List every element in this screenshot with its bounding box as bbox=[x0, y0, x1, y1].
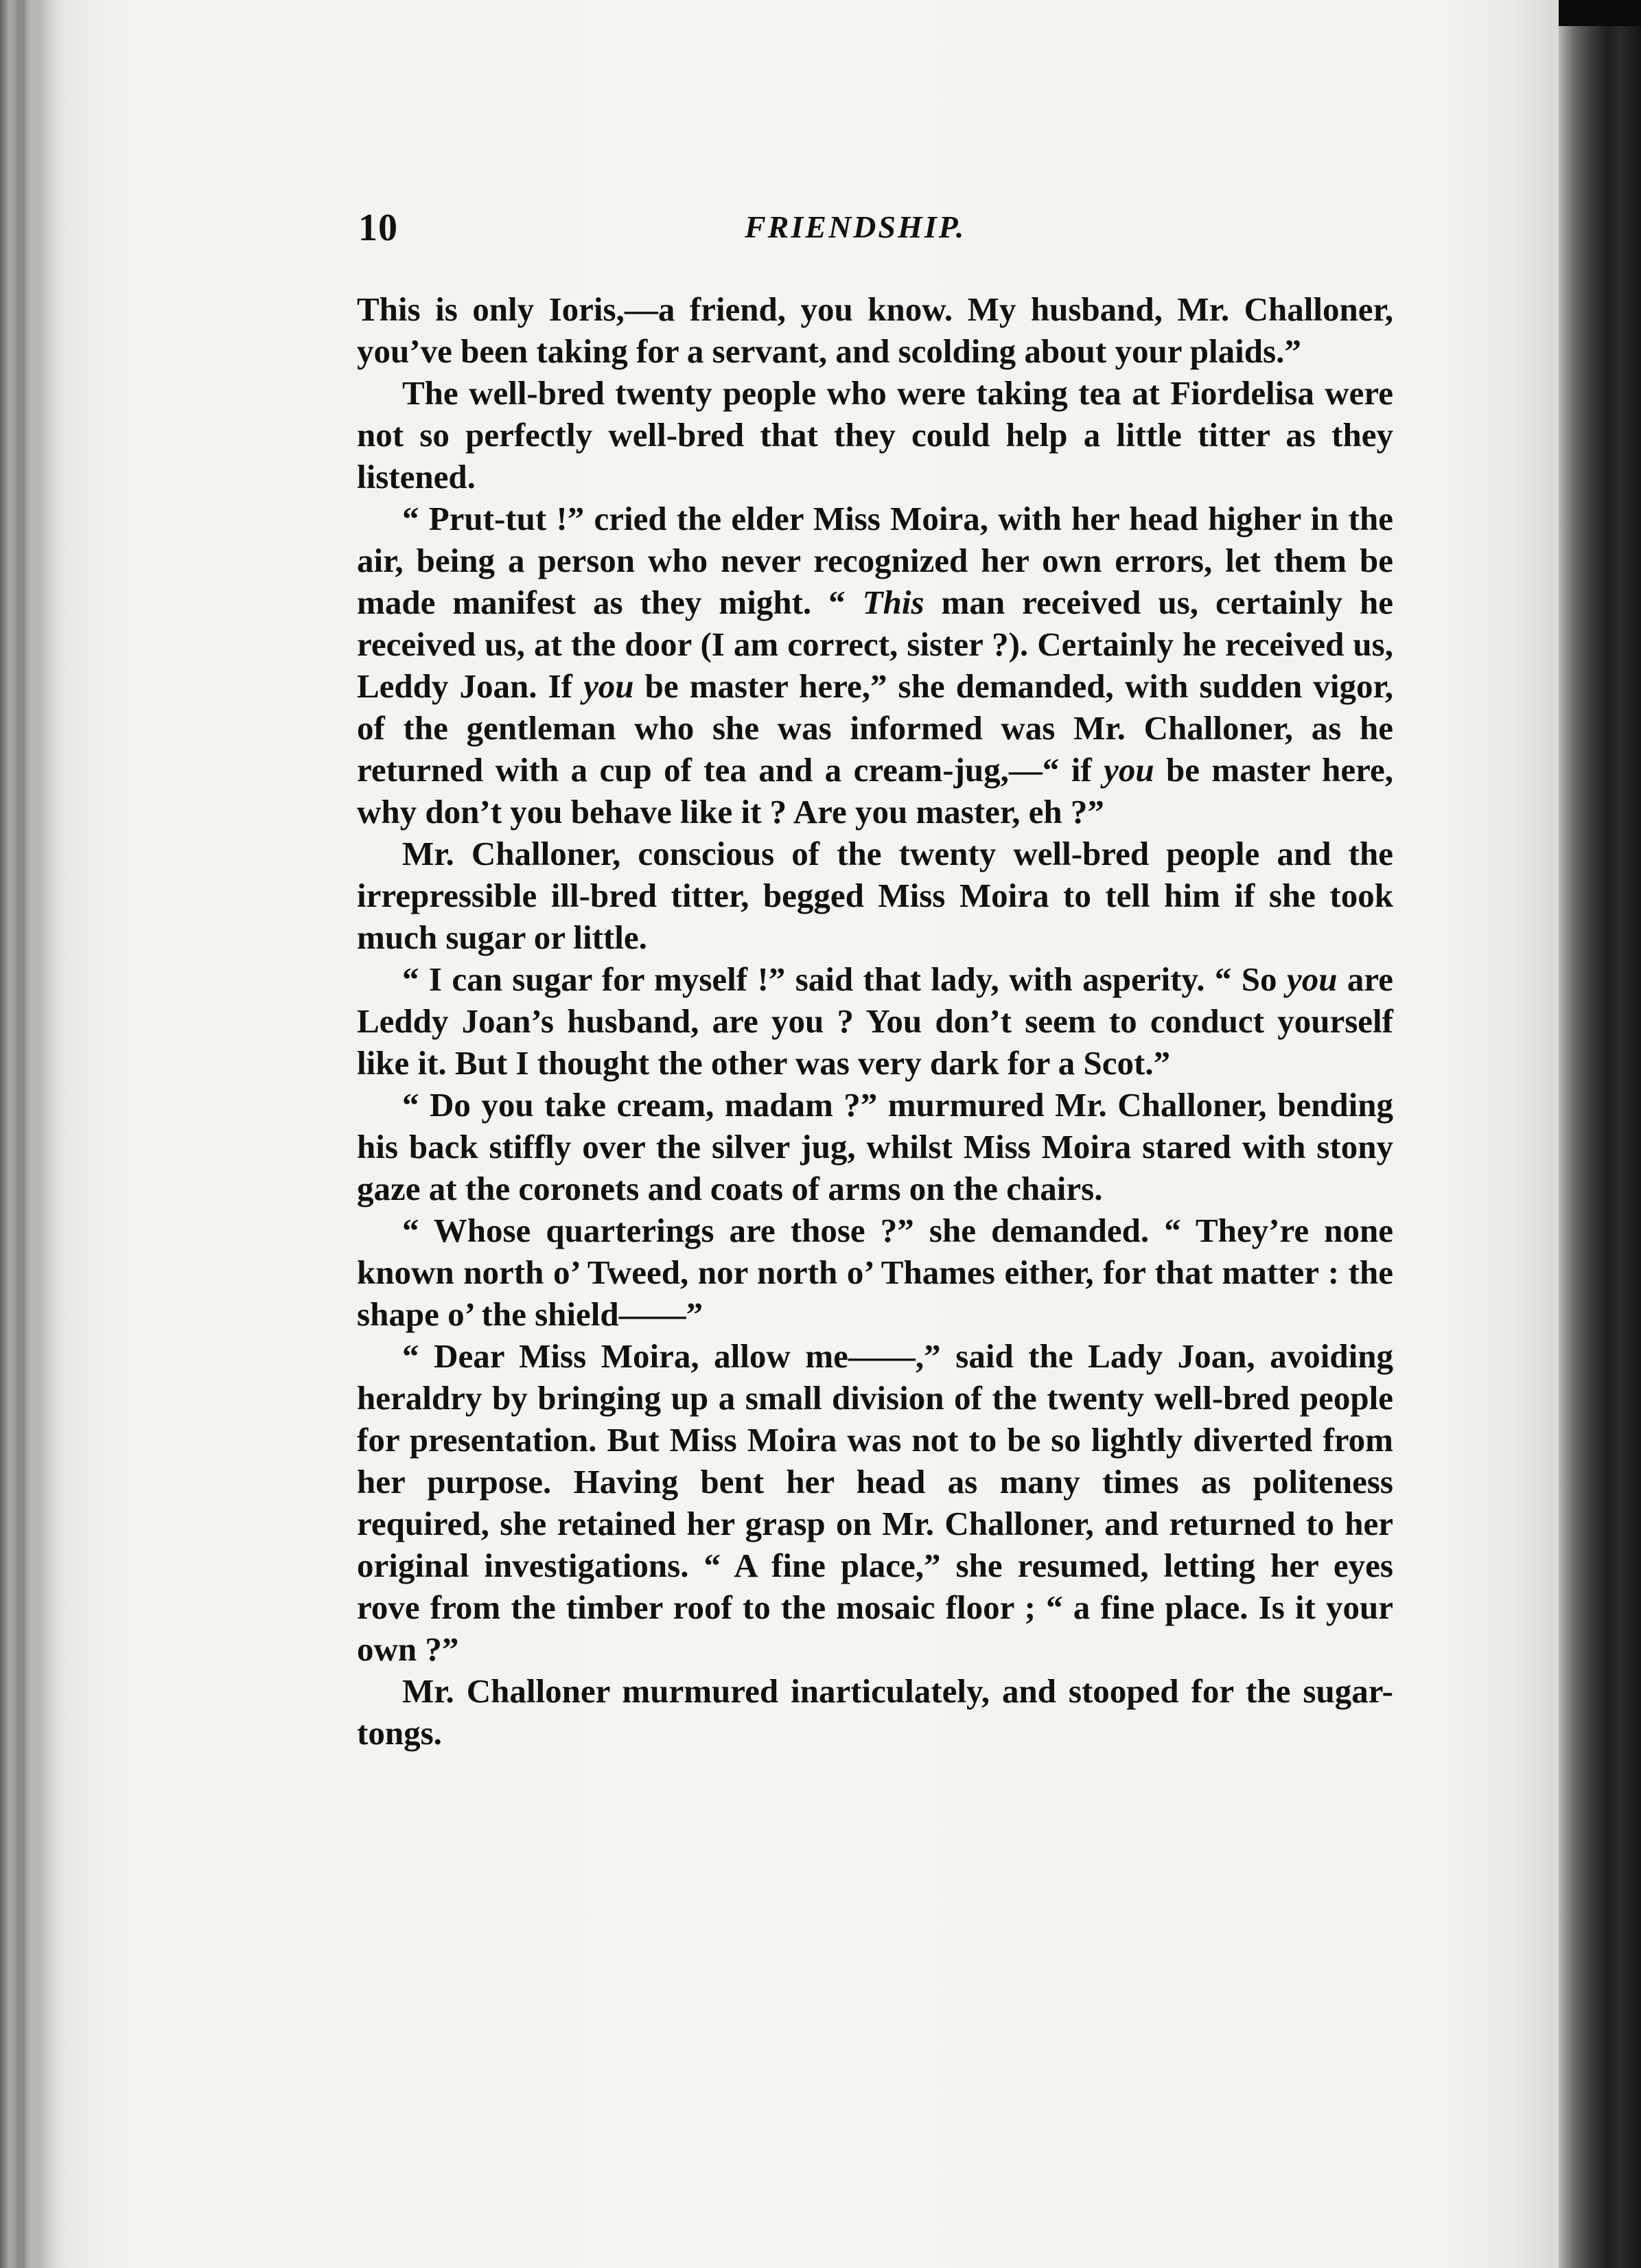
text-segment: be master here, why don’t you behave like it ? Are you master, eh ?” bbox=[357, 751, 1393, 831]
paragraph bbox=[357, 1335, 1393, 1670]
running-head bbox=[357, 206, 1393, 261]
italic-text: you bbox=[583, 667, 634, 705]
text-segment: are Leddy Joan’s husband, are you ? You don’t seem to conduct yourself like it. But I thought the other was very dark for a Scot.” bbox=[357, 960, 1393, 1082]
paragraph bbox=[357, 1210, 1393, 1335]
paragraph bbox=[357, 372, 1393, 498]
paragraph bbox=[357, 1670, 1393, 1754]
body-text bbox=[357, 288, 1393, 1754]
running-title: FRIENDSHIP. bbox=[745, 209, 966, 244]
book-spine-edge bbox=[0, 0, 103, 2268]
italic-text: This bbox=[862, 583, 924, 621]
paragraph bbox=[357, 288, 1393, 372]
text-segment: Mr. Challoner murmured inarticulately, and stooped for the sugar-tongs. bbox=[357, 1672, 1393, 1752]
text-segment: “ Do you take cream, madam ?” murmured Mr. Challoner, bending his back stiffly over the silver jug, whilst Miss Moira stared with stony gaze at the coronets and coats of arms on the chairs. bbox=[357, 1086, 1393, 1207]
scan-corner-strip bbox=[1559, 0, 1641, 26]
paragraph bbox=[357, 833, 1393, 958]
paragraph bbox=[357, 958, 1393, 1084]
paragraph bbox=[357, 1084, 1393, 1210]
italic-text: you bbox=[1286, 960, 1338, 998]
text-segment: “ Prut-tut !” cried the elder Miss Moira, with her head higher in the air, being a person who never recognized her own errors, let them be made manifest as they might. “ bbox=[357, 500, 1393, 621]
page-content bbox=[357, 206, 1393, 1754]
text-segment: “ Whose quarterings are those ?” she demanded. “ They’re none known north o’ Tweed, nor north o’ Thames either, for that matter : the shape o’ the shield——” bbox=[357, 1212, 1393, 1333]
text-segment: Mr. Challoner, conscious of the twenty well-bred people and the irrepressible ill-bred titter, begged Miss Moira to tell him if she took much sugar or little. bbox=[357, 835, 1393, 956]
text-segment: “ Dear Miss Moira, allow me——,” said the Lady Joan, avoiding heraldry by bringing up a small division of the twenty well-bred people for presentation. But Miss Moira was not to be so lightly diverted from her purpose. Having bent her head as many times as politeness required, she retained her grasp on Mr. Challoner, and returned to her original investigations. “ A fine place,” she resumed, letting her eyes rove from the timber roof to the mosaic floor ; “ a fine place. Is it your own ?” bbox=[357, 1337, 1393, 1668]
text-segment: The well-bred twenty people who were taking tea at Fiordelisa were not so perfectly well-bred that they could help a little titter as they listened. bbox=[357, 374, 1393, 496]
text-segment: “ I can sugar for myself !” said that lady, with asperity. “ So bbox=[402, 960, 1287, 998]
scan-gutter-shadow bbox=[1559, 0, 1641, 2268]
page-number: 10 bbox=[358, 207, 398, 249]
italic-text: you bbox=[1104, 751, 1154, 789]
text-segment: man received us, certainly he received us, at the door (I am correct, sister ?). Certainly he received us, Leddy Joan. If bbox=[357, 583, 1394, 705]
paragraph bbox=[357, 498, 1393, 833]
text-segment: be master here,” she demanded, with sudden vigor, of the gentleman who she was informed was Mr. Challoner, as he returned with a cup of tea and a cream-jug,—“ if bbox=[357, 667, 1393, 789]
text-segment: This is only Ioris,—a friend, you know. My husband, Mr. Challoner, you’ve been taking for a servant, and scolding about your plaids.” bbox=[357, 290, 1393, 370]
